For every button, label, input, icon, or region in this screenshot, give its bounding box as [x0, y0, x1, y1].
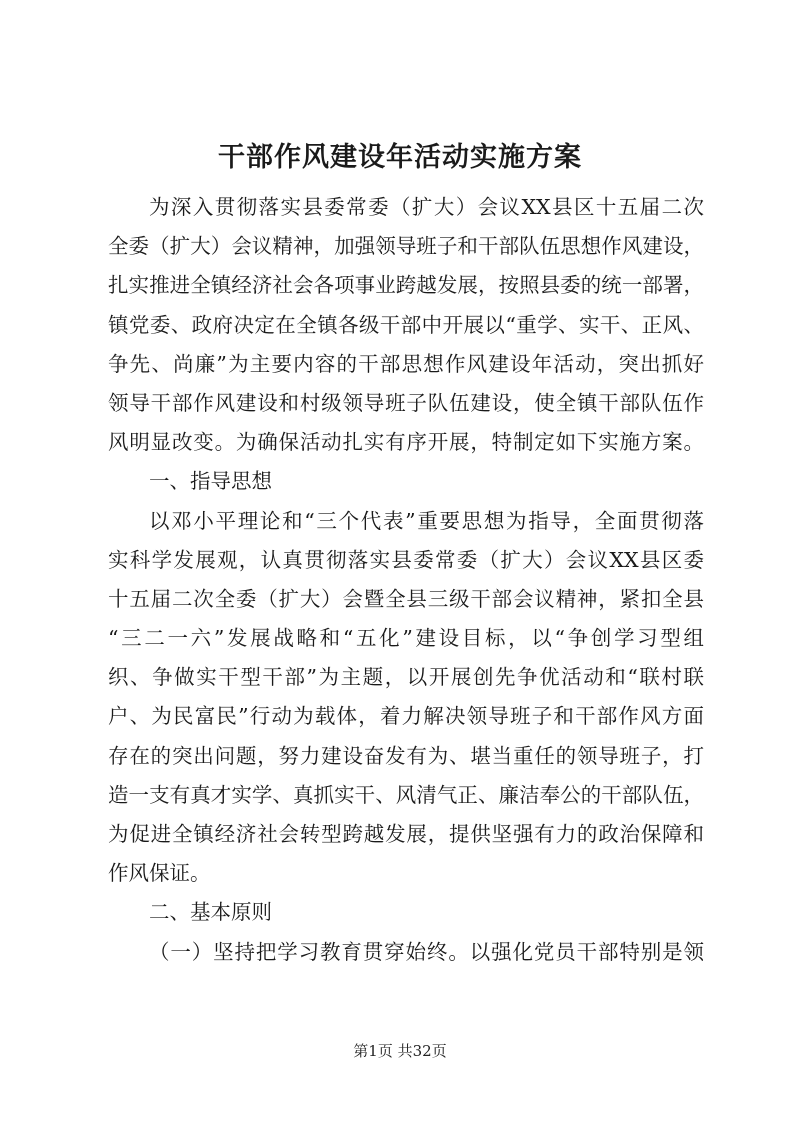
paragraph-line: 存在的突出问题，努力建设奋发有为、堪当重任的领导班子，打: [108, 743, 704, 768]
paragraph-line: 作风保证。: [108, 861, 211, 886]
page-number: 第1页 共32页: [353, 1042, 447, 1060]
paragraph-line: 十五届二次全委（扩大）会暨全县三级干部会议精神，紧扣全县: [108, 586, 704, 611]
paragraph-line: 织、争做实干型干部”为主题，以开展创先争优活动和“联村联: [108, 665, 704, 690]
paragraph-line: 造一支有真才实学、真抓实干、风清气正、廉洁奉公的干部队伍，: [108, 782, 704, 807]
paragraph-line: 为促进全镇经济社会转型跨越发展，提供坚强有力的政治保障和: [108, 822, 704, 846]
paragraph-line: 领导干部作风建设和村级领导班子队伍建设，使全镇干部队伍作: [108, 390, 704, 415]
paragraph-line: 为深入贯彻落实县委常委（扩大）会议XX县区十五届二次: [149, 195, 704, 219]
paragraph-line: （一）坚持把学习教育贯穿始终。以强化党员干部特别是领: [149, 939, 704, 964]
paragraph-line: 扎实推进全镇经济社会各项事业跨越发展，按照县委的统一部署，: [108, 273, 704, 298]
paragraph-line: 镇党委、政府决定在全镇各级干部中开展以“重学、实干、正风、: [108, 312, 704, 337]
paragraph-line: 以邓小平理论和“三个代表”重要思想为指导，全面贯彻落: [149, 508, 704, 533]
paragraph-line: 争先、尚廉”为主要内容的干部思想作风建设年活动，突出抓好: [108, 351, 704, 376]
paragraph-line: 实科学发展观，认真贯彻落实县委常委（扩大）会议XX县区委: [108, 547, 704, 572]
paragraph-line: 全委（扩大）会议精神，加强领导班子和干部队伍思想作风建设，: [108, 234, 704, 259]
paragraph-line: 户、为民富民”行动为载体，着力解决领导班子和干部作风方面: [108, 704, 704, 729]
document-title: 干部作风建设年活动实施方案: [218, 142, 582, 173]
section-heading: 二、基本原则: [149, 900, 272, 925]
document-body: [108, 188, 704, 972]
section-heading: 一、指导思想: [149, 469, 272, 494]
paragraph-line: 风明显改变。为确保活动扎实有序开展，特制定如下实施方案。: [108, 430, 704, 455]
paragraph-line: “三二一六”发展战略和“五化”建设目标，以“争创学习型组: [108, 626, 704, 651]
